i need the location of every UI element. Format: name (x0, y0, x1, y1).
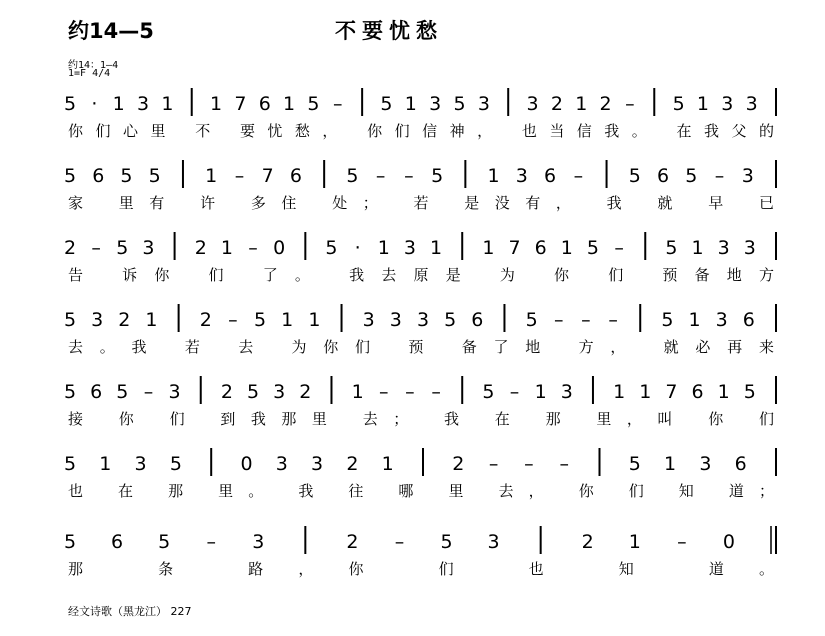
note: 5 (254, 309, 267, 331)
note: 1 (575, 93, 588, 115)
dash-extension: – (405, 381, 415, 403)
note: 6 (92, 165, 105, 187)
note: 6 (691, 381, 704, 403)
note: 5 (148, 165, 161, 187)
note: 0 (240, 453, 253, 475)
note: 6 (544, 165, 557, 187)
note: 1 (283, 93, 296, 115)
note: 5 (661, 309, 674, 331)
note: 5 (665, 237, 678, 259)
note: 5 (63, 453, 77, 475)
dash-extension: – (509, 381, 520, 403)
note: 5 (120, 165, 133, 187)
note: 1 (381, 453, 394, 475)
note: 2 (599, 93, 612, 115)
note: 3 (134, 453, 147, 475)
note: 3 (717, 237, 730, 259)
song-title: 不要忧愁 (335, 19, 443, 43)
note: 0 (273, 237, 286, 259)
dash-extension: – (228, 309, 238, 331)
note: 3 (560, 381, 573, 403)
note: 1 (377, 237, 390, 259)
note: 5 (116, 237, 129, 259)
note: 3 (699, 453, 712, 475)
note: 1 (482, 237, 495, 259)
note: 1 (281, 309, 294, 331)
scripture-reference: 约14—5 (68, 19, 154, 43)
note: 3 (362, 309, 375, 331)
note: 6 (471, 309, 484, 331)
note: 1 (487, 165, 500, 187)
note: 6 (534, 237, 547, 259)
dash-extension: – (524, 453, 534, 475)
dash-extension: – (404, 165, 414, 187)
note: 7 (665, 381, 678, 403)
note: 1 (696, 93, 710, 115)
note: 1 (161, 93, 174, 115)
note: 3 (252, 531, 265, 553)
note: 3 (715, 309, 728, 331)
note: 3 (745, 93, 758, 115)
note: 5 (453, 93, 466, 115)
note: 5 (63, 93, 77, 115)
note: 5 (63, 165, 77, 187)
dash-extension: – (573, 165, 584, 187)
note: 3 (311, 453, 324, 475)
note: 5 (307, 93, 320, 115)
note: 5 (672, 93, 685, 115)
note: 5 (482, 381, 495, 403)
note: 1 (717, 381, 730, 403)
dash-extension: – (488, 453, 499, 475)
note: 6 (742, 309, 755, 331)
note: 0 (722, 531, 735, 553)
note: 3 (429, 93, 442, 115)
note: 5 (743, 381, 756, 403)
dot-mark: · (354, 237, 361, 259)
note: 2 (220, 381, 233, 403)
dash-extension: – (91, 237, 101, 259)
note: 3 (526, 93, 539, 115)
note: 5 (431, 165, 444, 187)
note: 2 (199, 309, 212, 331)
note: 1 (688, 309, 701, 331)
note: 2 (194, 237, 207, 259)
note: 5 (325, 237, 338, 259)
note: 5 (444, 309, 457, 331)
note: 3 (487, 531, 500, 553)
note: 5 (380, 93, 393, 115)
dash-extension: – (143, 381, 154, 403)
note: 3 (91, 309, 104, 331)
note: 1 (534, 381, 547, 403)
note: 1 (210, 93, 223, 115)
note: 3 (416, 309, 430, 331)
note: 3 (403, 237, 416, 259)
dash-extension: – (248, 237, 258, 259)
dash-extension: – (677, 531, 687, 553)
note: 5 (63, 381, 77, 403)
note: 3 (273, 381, 286, 403)
note: 2 (581, 531, 594, 553)
note: 6 (90, 381, 103, 403)
note: 1 (691, 237, 704, 259)
note: 7 (508, 237, 521, 259)
note: 1 (628, 531, 641, 553)
lyric-line: 也 在 那 里。 我 往 哪 里 去， 你 们 知 道； (68, 482, 774, 500)
note: 2 (299, 381, 312, 403)
dash-extension: – (714, 165, 725, 187)
note: 5 (63, 309, 77, 331)
note: 1 (664, 453, 677, 475)
note: 5 (246, 381, 260, 403)
key-time-signature: 1=F 4/4 (68, 68, 111, 79)
note: 2 (118, 309, 131, 331)
note: 3 (142, 237, 155, 259)
dash-extension: – (394, 531, 405, 553)
note: 6 (111, 531, 124, 553)
note: 3 (741, 165, 754, 187)
note: 6 (656, 165, 670, 187)
note: 1 (430, 237, 443, 259)
dash-extension: – (581, 309, 591, 331)
note: 1 (560, 237, 573, 259)
note: 5 (685, 165, 698, 187)
lyric-line: 那 条 路，你 们 也 知 道。 (68, 560, 774, 578)
note: 5 (346, 165, 359, 187)
note: 5 (628, 165, 641, 187)
note: 5 (628, 453, 641, 475)
note: 3 (515, 165, 528, 187)
lyric-line: 你们心里 不 要忧愁， 你们信神， 也当信我。 在我父的 (68, 122, 775, 140)
source-citation: 经文诗歌（黑龙江） 227 (68, 605, 192, 618)
lyric-line: 家 里有 许 多住 处； 若 是没有， 我 就 早 已 (68, 194, 775, 212)
note: 1 (112, 93, 125, 115)
note: 2 (346, 531, 359, 553)
dash-extension: – (554, 309, 564, 331)
note: 1 (308, 309, 321, 331)
note: 3 (168, 381, 181, 403)
dash-extension: – (379, 381, 389, 403)
note: 5 (158, 531, 171, 553)
note: 1 (220, 237, 233, 259)
note: 5 (169, 453, 182, 475)
note: 5 (586, 237, 600, 259)
lyric-line: 接 你 们 到我那里 去； 我 在 那 里，叫 你 们 (68, 410, 775, 428)
note: 1 (404, 93, 417, 115)
note: 1 (205, 165, 218, 187)
lyric-line: 去。我 若 去 为你们 预 备了地 方， 就必再来 (68, 338, 774, 356)
dash-extension: – (431, 381, 441, 403)
note: 1 (145, 309, 158, 331)
note: 5 (116, 381, 129, 403)
dash-extension: – (608, 309, 618, 331)
scripture-verse-range: 约14：1—4 (68, 60, 119, 71)
note: 2 (452, 453, 465, 475)
dot-mark: · (91, 93, 98, 115)
note: 3 (743, 237, 756, 259)
dash-extension: – (375, 165, 386, 187)
note: 6 (734, 453, 747, 475)
dash-extension: – (559, 453, 569, 475)
note: 2 (346, 453, 359, 475)
note: 7 (261, 165, 274, 187)
dash-extension: – (206, 531, 216, 553)
note: 1 (351, 381, 364, 403)
dash-extension: – (614, 237, 624, 259)
note: 1 (99, 453, 112, 475)
note: 2 (63, 237, 77, 259)
note: 3 (136, 93, 150, 115)
note: 3 (389, 309, 402, 331)
note: 5 (63, 531, 77, 553)
lyric-line: 告 诉你 们 了。 我去原是 为 你 们 预备地方 (68, 266, 775, 284)
dash-extension: – (625, 93, 635, 115)
note: 3 (477, 93, 490, 115)
note: 7 (234, 93, 247, 115)
note: 1 (613, 381, 626, 403)
note: 5 (440, 531, 453, 553)
note: 3 (721, 93, 734, 115)
dash-extension: – (333, 93, 343, 115)
note: 1 (639, 381, 652, 403)
note: 6 (258, 93, 271, 115)
note: 3 (275, 453, 288, 475)
note: 2 (550, 93, 563, 115)
note: 5 (525, 309, 538, 331)
dash-extension: – (234, 165, 245, 187)
note: 6 (289, 165, 302, 187)
